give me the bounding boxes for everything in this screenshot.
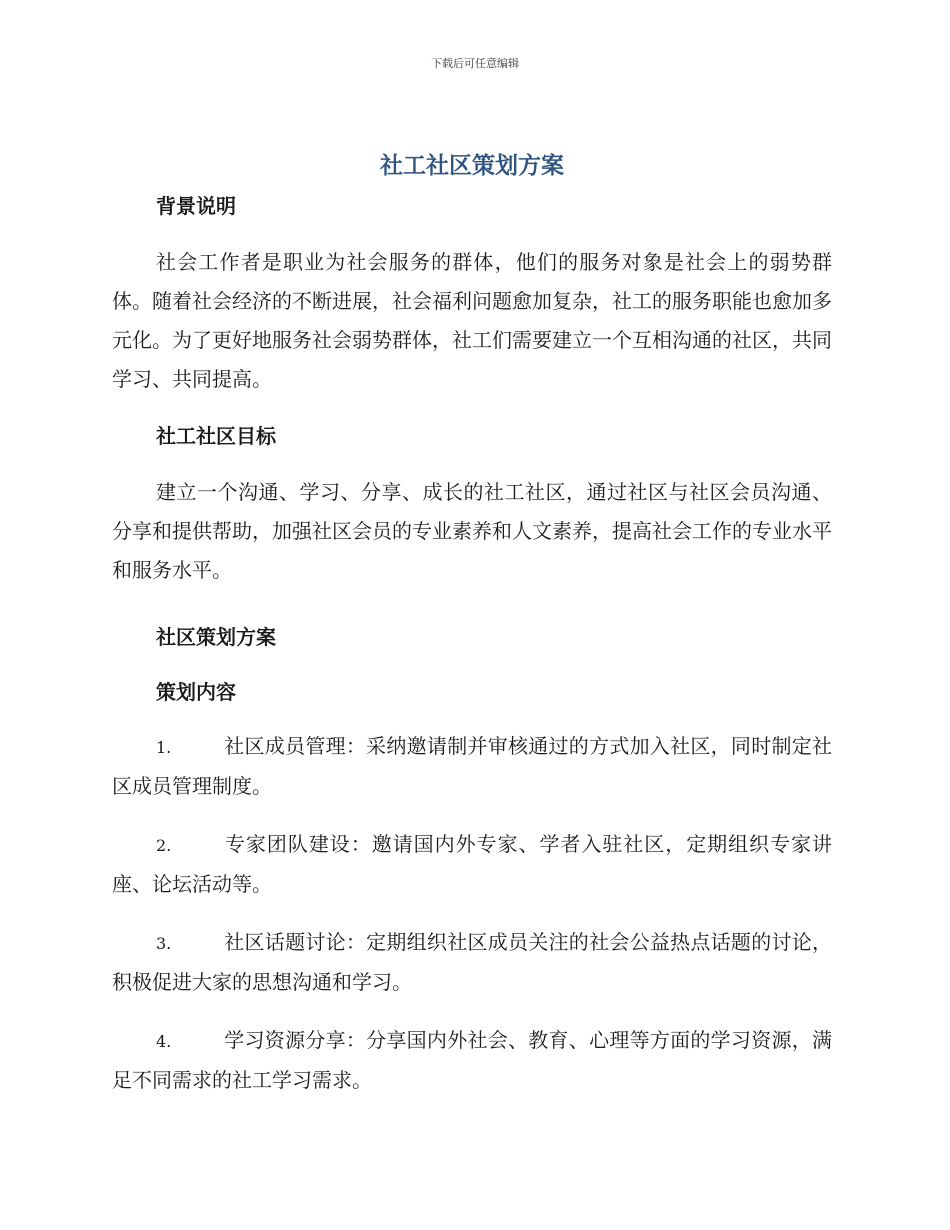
list-item-text: 学习资源分享：分享国内外社会、教育、心理等方面的学习资源，满足不同需求的社工学习需求。 — [112, 1028, 832, 1092]
list-item-number: 3. — [156, 934, 172, 953]
list-item-number: 4. — [156, 1032, 172, 1051]
list-item-number: 1. — [156, 738, 172, 757]
paragraph-goal: 建立一个沟通、学习、分享、成长的社工社区，通过社区与社区会员沟通、分享和提供帮助，加强社区会员的专业素养和人文素养，提高社会工作的专业水平和服务水平。 — [112, 480, 832, 582]
section-heading-background: 背景说明 — [156, 194, 236, 218]
document-title: 社工社区策划方案 — [380, 152, 564, 179]
paragraph-background: 社会工作者是职业为社会服务的群体，他们的服务对象是社会上的弱势群体。随着社会经济的不断进展，社会福利问题愈加复杂，社工的服务职能也愈加多元化。为了更好地服务社会弱势群体，社工们需要建立一个互相沟通的社区，共同学习、共同提高。 — [112, 250, 832, 391]
list-item-number: 2. — [156, 836, 172, 855]
list-item — [112, 727, 832, 806]
section-heading-content: 策划内容 — [156, 680, 236, 704]
section-heading-goal: 社工社区目标 — [156, 424, 276, 448]
list-item — [112, 825, 832, 904]
list-item-text: 专家团队建设：邀请国内外专家、学者入驻社区，定期组织专家讲座、论坛活动等。 — [112, 832, 832, 896]
header-note: 下载后可任意编辑 — [431, 57, 519, 70]
list-item — [112, 1021, 832, 1100]
document-body — [112, 146, 832, 1100]
list-item-text: 社区话题讨论：定期组织社区成员关注的社会公益热点话题的讨论，积极促进大家的思想沟通和学习。 — [112, 930, 832, 994]
section-heading-plan: 社区策划方案 — [156, 625, 276, 649]
list-item — [112, 923, 832, 1002]
list-item-text: 社区成员管理：采纳邀请制并审核通过的方式加入社区，同时制定社区成员管理制度。 — [112, 734, 832, 798]
